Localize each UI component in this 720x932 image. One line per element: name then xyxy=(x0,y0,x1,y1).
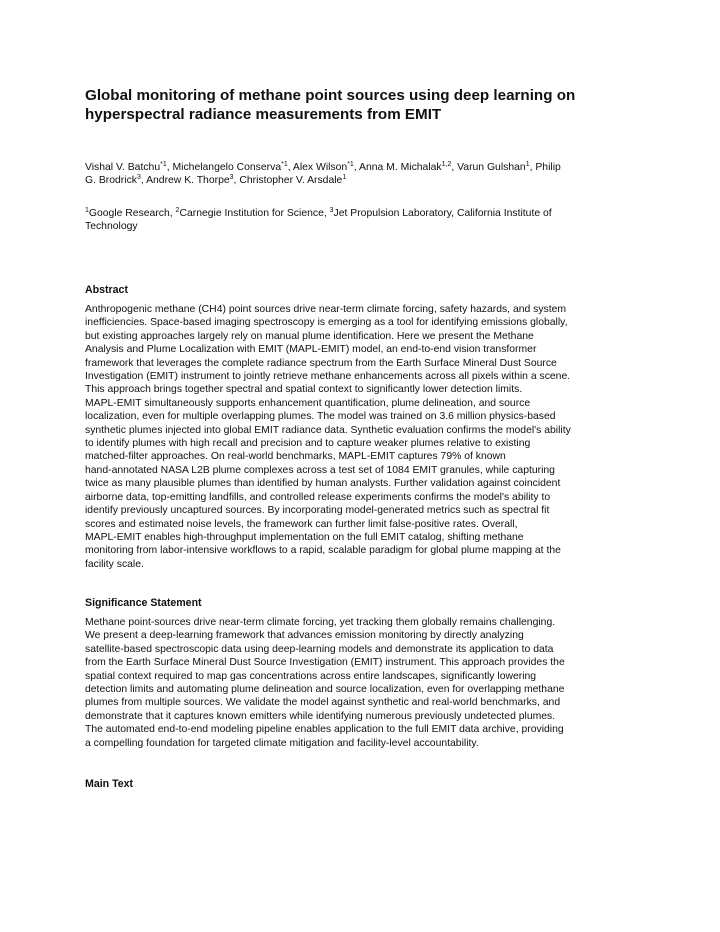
affiliation-line xyxy=(85,207,637,220)
author-affiliation-marker: 1 xyxy=(525,161,530,168)
author-name: , Philip xyxy=(529,162,561,173)
paragraph-line: identify previously uncaptured sources. By incorporating model-generated metrics such as spectral fit xyxy=(85,505,550,517)
paragraph-line: to identify plumes with high recall and precision and to capture weaker plumes relative to existing xyxy=(85,438,531,450)
author-affiliation-marker: 3 xyxy=(229,174,234,182)
paragraph-line: localization, even for multiple overlapping plumes. The model was trained on 3.6 million physics-based xyxy=(85,411,556,423)
author-name: G. Brodrick xyxy=(85,175,137,187)
author-name: Vishal V. Batchu xyxy=(85,162,161,173)
paragraph-line: scores and estimated noise levels, the framework can further limit false-positive rates. Overall, xyxy=(85,518,518,530)
paragraph-line: detection limits and automating plume delineation and source localization, even for overlapping methane xyxy=(85,684,565,696)
paragraph-line: MAPL-EMIT simultaneously supports enhancement quantification, plume delineation, and source xyxy=(85,397,531,409)
paragraph-line: The automated end-to-end modeling pipeline enables application to the full EMIT data archive, providing xyxy=(85,724,564,736)
title-line: hyperspectral radiance measurements from EMIT xyxy=(85,106,442,123)
paragraph-line: from the Earth Surface Mineral Dust Source Investigation (EMIT) instrument. This approach provides the xyxy=(85,657,565,669)
abstract-heading: Abstract xyxy=(85,283,128,296)
title-line: Global monitoring of methane point sources using deep learning on xyxy=(85,87,576,104)
author-name: , Alex Wilson xyxy=(287,162,348,173)
paragraph-line: demonstrate that it captures known emitters while identifying numerous previously undetected plumes. xyxy=(85,710,556,722)
paragraph-line: plumes from multiple sources. We validate the model against synthetic and real-world benchmarks, and xyxy=(85,697,561,709)
affiliation-marker: 1 xyxy=(85,207,89,214)
paragraph-line: matched-filter approaches. On real-world benchmarks, MAPL-EMIT captures 79% of known xyxy=(85,451,506,463)
paragraph-line: hand-annotated NASA L2B plume complexes across a test set of 1084 EMIT granules, while capturing xyxy=(85,464,555,476)
paragraph-line: monitoring from labor-intensive workflows to a rapid, scalable paradigm for global plume mapping at the xyxy=(85,545,561,557)
paragraph-line: but existing approaches largely rely on manual plume identification. Here we present the Methane xyxy=(85,330,534,342)
paragraph-line: MAPL-EMIT enables high-throughput implementation on the full EMIT catalog, shifting methane xyxy=(85,531,524,543)
author-affiliation-marker: 1 xyxy=(342,174,347,182)
paragraph-line: inefficiencies. Space-based imaging spectroscopy is emerging as a tool for identifying emissions globally, xyxy=(85,317,568,329)
paragraph-line: Anthropogenic methane (CH4) point sources drive near-term climate forcing, safety hazards, and system xyxy=(85,304,567,315)
paragraph-line: spatial context required to map gas concentrations across entire landscapes, significantly lowering xyxy=(85,670,537,682)
main-text-heading: Main Text xyxy=(85,777,134,790)
author-name: , Anna M. Michalak xyxy=(353,162,442,173)
paragraph-line: facility scale. xyxy=(85,558,144,570)
paragraph-line: twice as many plausible plumes than identified by human analysts. Further validation against coincident xyxy=(85,478,561,490)
paragraph-line: Investigation (EMIT) instrument to jointly retrieve methane enhancements across all pixels within a scene. xyxy=(85,371,571,383)
author-name: , Varun Gulshan xyxy=(451,162,526,173)
affiliation-line: Technology xyxy=(85,221,138,233)
significance-heading: Significance Statement xyxy=(85,596,202,609)
paper-title xyxy=(85,86,645,124)
paragraph-line: We present a deep-learning framework that advances emission monitoring by directly analyzing xyxy=(85,630,524,642)
author-line xyxy=(85,174,637,187)
author-affiliation-marker: *1 xyxy=(160,161,167,168)
paragraph-line: a compelling foundation for targeted climate mitigation and facility-level accountability. xyxy=(85,737,479,749)
affiliation-marker: 2 xyxy=(175,207,180,214)
author-affiliation-marker: *1 xyxy=(281,161,288,168)
author-affiliation-marker: 3 xyxy=(136,174,141,182)
abstract-body xyxy=(85,303,637,571)
affiliation-name: Google Research, xyxy=(88,208,176,219)
affiliations xyxy=(85,207,637,234)
author-list xyxy=(85,161,637,188)
author-name: , Christopher V. Arsdale xyxy=(233,175,343,187)
author-affiliation-marker: *1 xyxy=(347,161,354,168)
paragraph-line: synthetic plumes injected into global EMIT radiance data. Synthetic evaluation confirms the model's ability xyxy=(85,424,571,436)
paragraph-line: Analysis and Plume Localization with EMIT (MAPL-EMIT) model, an end-to-end vision transformer xyxy=(85,344,537,356)
significance-body xyxy=(85,616,637,750)
affiliation-name: Jet Propulsion Laboratory, California Institute of xyxy=(333,208,552,219)
affiliation-marker: 3 xyxy=(329,207,334,214)
author-line xyxy=(85,161,637,174)
affiliation-name: Carnegie Institution for Science, xyxy=(179,208,330,219)
paragraph-line: airborne data, top-emitting landfills, and controlled release experiments confirms the model's ability to xyxy=(85,491,551,503)
paragraph-line: satellite-based spectroscopic data using deep-learning models and demonstrate its application to data xyxy=(85,643,554,655)
paragraph-line: framework that leverages the complete radiance spectrum from the Earth Surface Mineral Dust Source xyxy=(85,357,557,369)
paragraph-line: Methane point-sources drive near-term climate forcing, yet tracking them globally remains challenging. xyxy=(85,617,556,628)
author-name: , Andrew K. Thorpe xyxy=(140,175,230,187)
author-affiliation-marker: 1,2 xyxy=(441,161,452,168)
paragraph-line: This approach brings together spectral and spatial context to significantly lower detection limits. xyxy=(85,384,523,396)
author-name: , Michelangelo Conserva xyxy=(166,162,282,173)
